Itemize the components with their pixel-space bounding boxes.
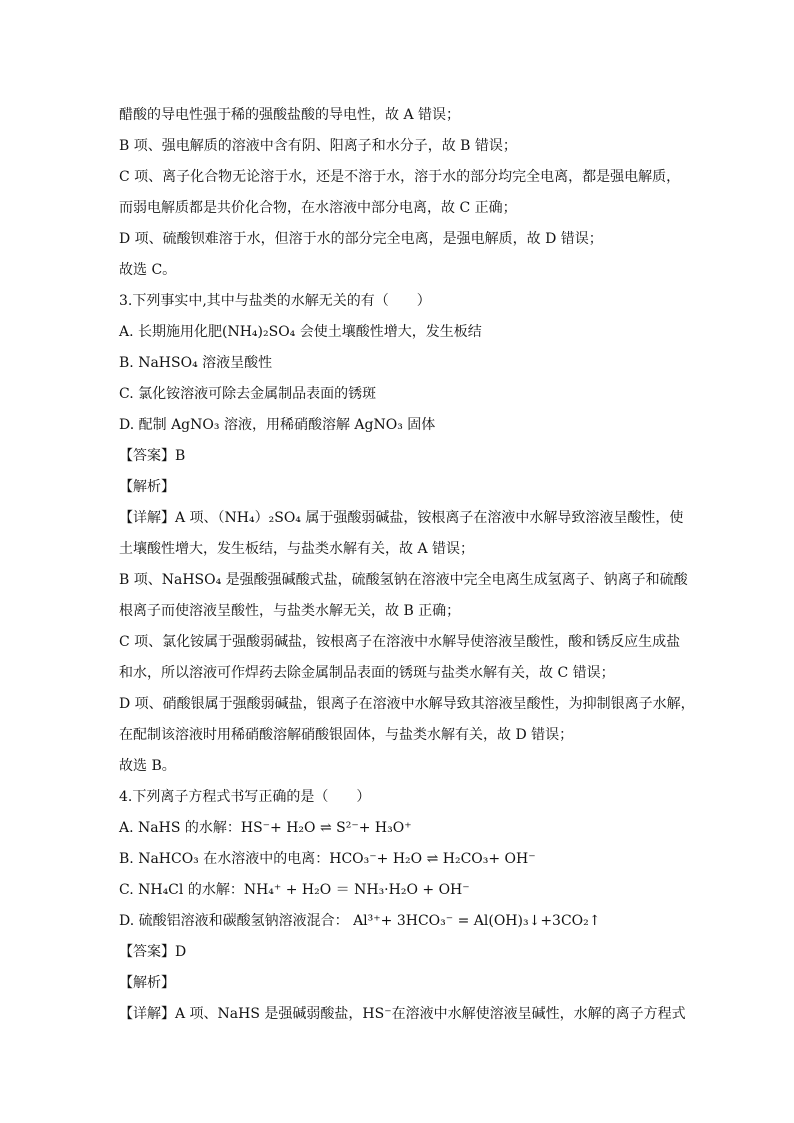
text-line: 在配制该溶液时用稀硝酸溶解硝酸银固体，与盐类水解有关，故 D 错误； — [119, 727, 574, 743]
option-c: C. 氯化铵溶液可除去金属制品表面的锈斑 — [119, 386, 377, 402]
option-c: C. NH₄Cl 的水解：NH₄⁺ + H₂O ＝ NH₃·H₂O + OH⁻ — [119, 882, 470, 898]
option-d: D. 硫酸铝溶液和碳酸氢钠溶液混合： Al³⁺+ 3HCO₃⁻ = Al(OH)₃↓+3CO₂↑ — [119, 913, 601, 929]
text-line: 故选 B。 — [119, 758, 176, 774]
option-b: B. NaHSO₄ 溶液呈酸性 — [119, 355, 273, 371]
text-line: B 项、NaHSO₄ 是强酸强碱酸式盐，硫酸氢钠在溶液中完全电离生成氢离子、钠离子和硫酸 — [119, 572, 688, 588]
option-b: B. NaHCO₃ 在水溶液中的电离：HCO₃⁻+ H₂O ⇌ H₂CO₃+ OH⁻ — [119, 851, 536, 867]
text-line: D 项、硫酸钡难溶于水，但溶于水的部分完全电离，是强电解质，故 D 错误； — [119, 231, 603, 247]
text-line: C 项、氯化铵属于强酸弱碱盐，铵根离子在溶液中水解导使溶液呈酸性，酸和锈反应生成盐 — [119, 634, 681, 650]
text-line: 【详解】A 项、NaHS 是强碱弱酸盐，HS⁻在溶液中水解使溶液呈碱性，水解的离子方程式 — [119, 1006, 686, 1022]
option-d: D. 配制 AgNO₃ 溶液，用稀硝酸溶解 AgNO₃ 固体 — [119, 417, 436, 433]
text-line: B 项、强电解质的溶液中含有阴、阳离子和水分子，故 B 错误； — [119, 138, 517, 154]
answer-label: 【答案】B — [119, 448, 186, 464]
option-a: A. NaHS 的水解：HS⁻+ H₂O ⇌ S²⁻+ H₃O⁺ — [119, 820, 412, 836]
text-line: 和水，所以溶液可作焊药去除金属制品表面的锈斑与盐类水解有关，故 C 错误； — [119, 665, 615, 681]
text-line: 醋酸的导电性强于稀的强酸盐酸的导电性，故 A 错误； — [119, 107, 461, 123]
question-3-stem: 3.下列事实中,其中与盐类的水解无关的有（ ） — [119, 293, 431, 309]
question-4-stem: 4.下列离子方程式书写正确的是（ ） — [119, 789, 371, 805]
text-line: 【详解】A 项、（NH₄）₂SO₄ 属于强酸弱碱盐，铵根离子在溶液中水解导致溶液呈酸性，使 — [119, 510, 684, 526]
text-line: 故选 C。 — [119, 262, 177, 278]
option-a: A. 长期施用化肥(NH₄)₂SO₄ 会使土壤酸性增大，发生板结 — [119, 324, 482, 340]
answer-label: 【答案】D — [119, 944, 187, 960]
analysis-label: 【解析】 — [119, 479, 175, 495]
text-line: 而弱电解质都是共价化合物，在水溶液中部分电离，故 C 正确； — [119, 200, 517, 216]
text-line: D 项、硝酸银属于强酸弱碱盐，银离子在溶液中水解导致其溶液呈酸性，为抑制银离子水解， — [119, 696, 695, 712]
analysis-label: 【解析】 — [119, 975, 175, 991]
text-line: 土壤酸性增大，发生板结，与盐类水解有关，故 A 错误； — [119, 541, 475, 557]
text-line: 根离子而使溶液呈酸性，与盐类水解无关，故 B 正确； — [119, 603, 461, 619]
text-line: C 项、离子化合物无论溶于水，还是不溶于水，溶于水的部分均完全电离，都是强电解质， — [119, 169, 681, 185]
